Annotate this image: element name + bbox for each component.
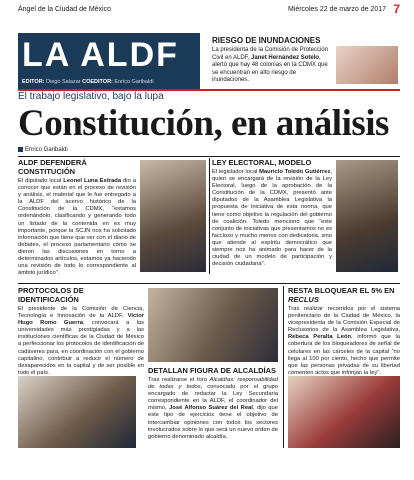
article-title: PROTOCOLOS DE IDENTIFICACIÓN [18, 286, 84, 304]
section-masthead [18, 33, 200, 89]
page-number: 7 [393, 2, 400, 16]
article-body: El presidente de la Comisión de Ciencia, Tecnología e Innovación de la ALDF, Víctor Hugo Romo Guerra, convocará a las universidades más prestigiadas y a las instituciones científicas de la Ciudad de México a perfeccionar los protocolos de identificación de cadáveres para, en coordinación con el gobierno capitalino, contribuir a reducir el número de desaparecidos en la capital y de ser posible en todo el país. [18, 306, 144, 376]
article-body: El legislador local Mauricio Toledo Gutiérrez, quien se encargará de la revisión de la Ley Electoral, luego de la aprobación de la Constitución de la CDMX, presentó ante diputados de la Asamblea Legislativa la propuesta de iniciativa de esta norma, que tiene como objetivo la regulación del gobierno de coalición. Toledo mencionó que “este conjunto de iniciativas que presentamos no es faccioso y mucho menos con dedicatoria, sino que atiende al espíritu democrático que siempre nos ha animado para hacer de la ciudad de un modelo de participación y decisión ciudadana”. [212, 169, 332, 268]
byline: Enrico Garibaldi [18, 147, 68, 153]
brief-inundaciones [212, 36, 400, 86]
divider [209, 158, 210, 274]
newspaper-name: Ángel de la Ciudad de México [18, 6, 112, 13]
article-title: DETALLAN FIGURA DE ALCALDÍAS [148, 366, 277, 375]
article-body: El diputado local Leonel Luna Estrada dio a conocer que están en el proceso de revisión y análisis, el material que le fue entregado a la ALDF del acervo histórico de la Constitución de la CDMX, “estamos ordenándolo, clasificando y generando todo un listado de la contenida en es muy importante, porque la SCJN nos ha solicitado información que tiene que ver con el diario de debates, el proceso parlamentario cómo se dieron las discusiones en torno a determinados artículos, estamos ya haciendo una revisión de todo lo correspondiente al ámbito jurídico”. [18, 178, 137, 277]
editor-credits [22, 79, 154, 85]
article-ley-electoral [212, 158, 332, 268]
editor-name: Diego Salazar [46, 79, 81, 85]
photo-leonel-luna [140, 160, 206, 272]
article-protocolos [18, 286, 144, 377]
article-alcaldias [148, 366, 278, 441]
brief-photo [336, 46, 398, 84]
headline: Constitución, en análisis [18, 103, 389, 144]
coeditor-label: COEDITOR: [82, 79, 113, 85]
coeditor-name: Enrico Garibaldi [114, 79, 154, 85]
divider [283, 286, 284, 448]
photo-rebeca-peralta [288, 376, 400, 448]
divider [18, 156, 400, 157]
article-reclusorios [288, 286, 400, 377]
editor-label: EDITOR: [22, 79, 45, 85]
date: Miércoles 22 de marzo de 2017 [287, 6, 386, 13]
section-logo: LA ALDF [22, 36, 179, 74]
article-title: LEY ELECTORAL, MODELO [212, 158, 312, 167]
brief-title: RIESGO DE INUNDACIONES [212, 36, 321, 45]
article-title: ALDF DEFENDERÁ CONSTITUCIÓN [18, 158, 87, 176]
top-bar [18, 4, 400, 16]
divider [18, 283, 400, 284]
article-body: Tras realizar recorridos por el sistema penitenciario de la Ciudad de México, la vicepresidenta de la Comisión Especial de Reclusorios de la Asamblea Legislativa, Rebeca Peralta León, informó que la cobertura de los bloqueadores de señal de celulares en las cárceles de la capital “no llega al 100 por ciento, hecho que permite que las personas privadas de su libertad comenten actos que infrinjan la ley”. [288, 306, 400, 376]
subtitle: El trabajo legislativo, bajo la lupa [18, 91, 164, 102]
photo-victor-romo [18, 376, 136, 448]
byline-icon [18, 147, 23, 152]
article-title: RESTA BLOQUEAR EL 5% EN RECLUS [288, 286, 395, 304]
article-constitucion [18, 158, 136, 277]
photo-mauricio-toledo [336, 160, 398, 272]
brief-text: La presidenta de la Comisión de Protección Civil en ALDF, Janet Hernández Sotelo, alertó que hay 48 colonias en la CDMX que se encuentran en alto riesgo de inundaciones. [212, 47, 329, 83]
article-body: Tras realizarse el foro Alcaldías: responsabilidad de todas y todos, convocado por el grupo encargado de redactar la Ley Secundaria correspondiente en la ALDF, el coordinador del mismo, José Alfonso Suárez del Real, dijo que este tipo de ejercicios tiene el objetivo de intercambiar opiniones con todos los sectores involucrados sobre lo que será un nuevo orden de gobierno denominado alcaldía. [148, 377, 278, 440]
photo-suarez-del-real [148, 288, 278, 362]
